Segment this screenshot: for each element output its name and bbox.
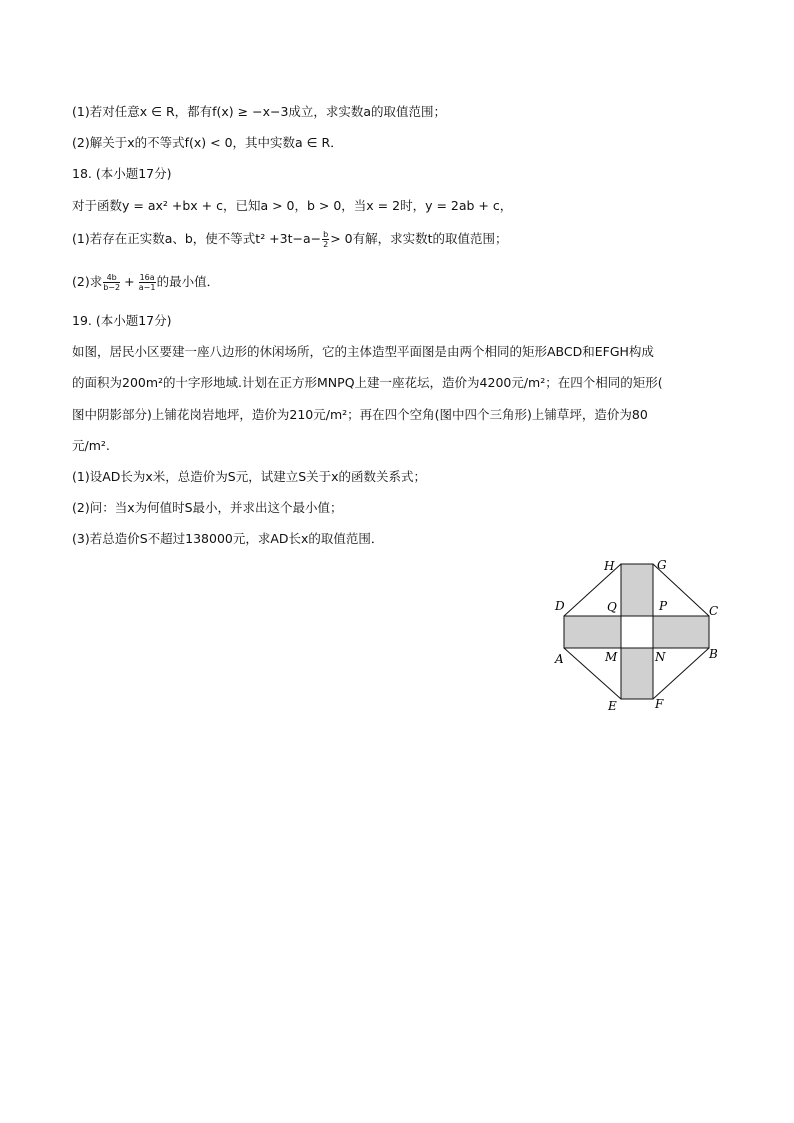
q18-part2-text-b: 的最小值．: [156, 274, 220, 289]
label-g: G: [657, 558, 667, 572]
fraction-16a: [139, 273, 156, 292]
q18-part1-text-a: (1)若存在正实数a、b，使不等式t² +3t−a−: [72, 231, 322, 246]
q19-part1: (1)设AD长为x米，总造价为S元，试建立S关于x的函数关系式；: [72, 469, 427, 484]
q18-part2: [72, 273, 219, 292]
label-n: N: [655, 650, 666, 664]
fraction-b-over-2: [322, 230, 329, 249]
label-d: D: [555, 599, 565, 613]
label-q: Q: [607, 600, 617, 614]
label-h: H: [604, 559, 615, 573]
shade-left-arm: [564, 616, 621, 648]
q19-statement-2: 的面积为200m²的十字形地域.计划在正方形MNPQ上建一座花坛，造价为4200元/m²；在四个相同的矩形(: [72, 375, 663, 390]
octagon-cross-figure: [548, 554, 728, 720]
q19-part3: (3)若总造价S不超过138000元，求AD长x的取值范围．: [72, 531, 384, 546]
fraction-denominator: 2: [323, 240, 329, 249]
shade-bottom-arm: [621, 648, 653, 699]
fraction-denominator: b−2: [103, 283, 121, 292]
q18-header: 18. (本小题17分): [72, 166, 172, 181]
label-f: F: [655, 697, 664, 711]
q17-part2: (2)解关于x的不等式f(x) < 0，其中实数a ∈ R．: [72, 135, 343, 150]
q17-part1: (1)若对任意x ∈ R，都有f(x) ≥ −x−3成立，求实数a的取值范围；: [72, 104, 447, 119]
plus-sign: +: [124, 274, 135, 289]
shade-right-arm: [653, 616, 709, 648]
fraction-numerator: 4b: [103, 273, 120, 283]
q18-statement: 对于函数y = ax² +bx + c，已知a > 0，b > 0，当x = 2时，y = 2ab + c，: [72, 198, 513, 213]
label-m: M: [605, 650, 618, 664]
label-b: B: [709, 647, 718, 661]
q19-statement-4: 元/m².: [72, 438, 110, 453]
q19-statement-3: 图中阴影部分)上铺花岗岩地坪，造价为210元/m²；再在四个空角(图中四个三角形)上铺草坪，造价为80: [72, 407, 648, 422]
q18-part1-text-b: > 0有解，求实数t的取值范围；: [330, 231, 508, 246]
shaded-cross: [564, 564, 709, 699]
label-a: A: [555, 652, 564, 666]
q18-part1: [72, 230, 508, 249]
label-e: E: [608, 699, 617, 713]
q18-part2-text-a: (2)求: [72, 274, 103, 289]
fraction-numerator: b: [323, 230, 329, 239]
fraction-4b: [103, 273, 120, 292]
q19-part2: (2)问：当x为何值时S最小，并求出这个最小值；: [72, 500, 343, 515]
q19-statement-1: 如图，居民小区要建一座八边形的休闲场所，它的主体造型平面图是由两个相同的矩形ABCD和EFGH构成: [72, 344, 654, 359]
fraction-denominator: a−1: [138, 283, 156, 292]
shade-top-arm: [621, 564, 653, 616]
fraction-numerator: 16a: [139, 273, 155, 282]
label-p: P: [659, 599, 668, 613]
q19-header: 19. (本小题17分): [72, 313, 172, 328]
label-c: C: [709, 604, 719, 618]
